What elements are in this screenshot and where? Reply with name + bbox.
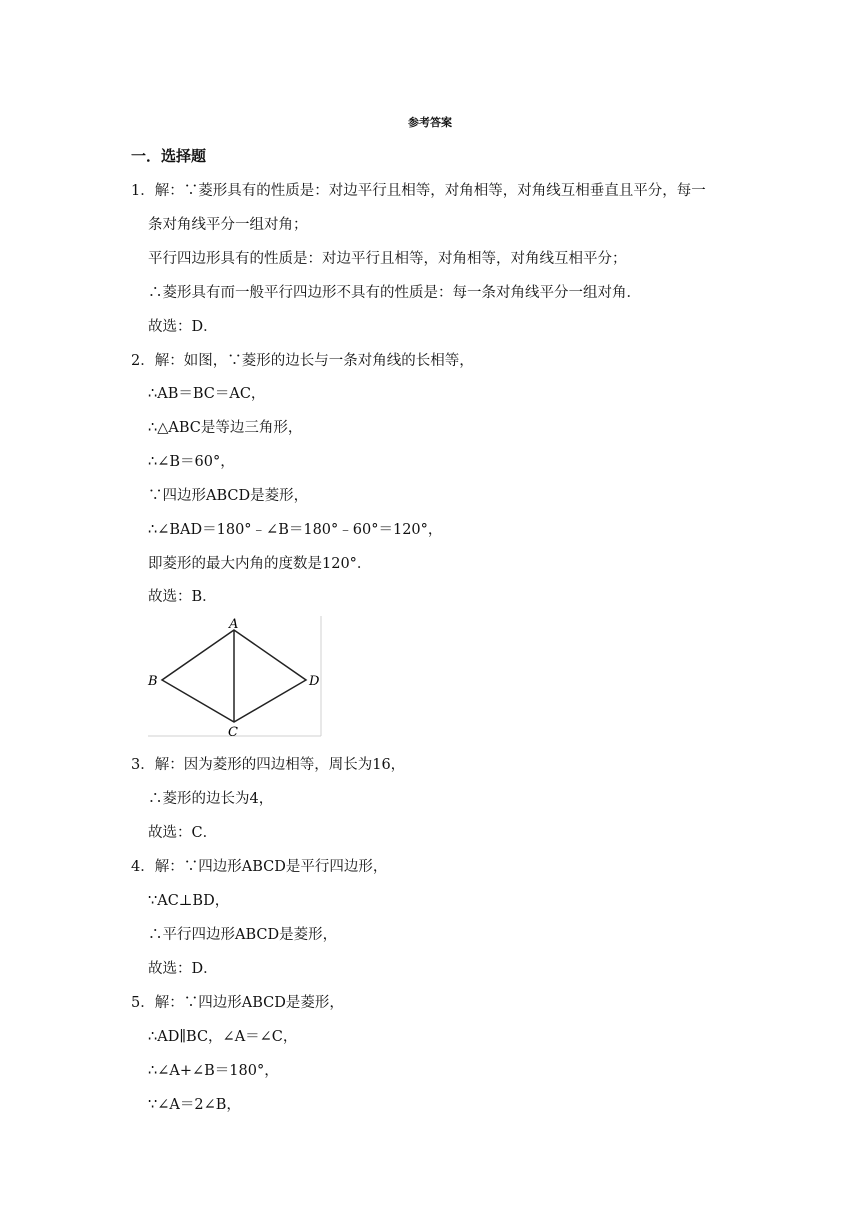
- answer-2-line-6: ∴∠BAD＝180°﹣∠B＝180°﹣60°＝120°，: [148, 522, 443, 538]
- answer-2-line-8: 故选：B．: [148, 589, 217, 605]
- answer-2-line-7: 即菱形的最大内角的度数是120°．: [148, 556, 372, 572]
- answer-1-line-3: 平行四边形具有的性质是：对边平行且相等，对角相等，对角线互相平分；: [148, 251, 627, 267]
- label-a: A: [229, 617, 239, 632]
- answer-2-line-3: ∴△ABC是等边三角形，: [148, 420, 303, 436]
- answer-4-line-1: 4．解：∵四边形ABCD是平行四边形，: [131, 859, 388, 875]
- answer-1-line-1: 1．解：∵菱形具有的性质是：对边平行且相等，对角相等，对角线互相垂直且平分，每一: [131, 183, 706, 199]
- answer-1-line-5: 故选：D．: [148, 319, 218, 335]
- label-b: B: [148, 674, 158, 689]
- answer-4-line-3: ∴平行四边形ABCD是菱形，: [148, 927, 338, 943]
- answer-2-line-4: ∴∠B＝60°，: [148, 454, 235, 470]
- answer-5-line-3: ∴∠A+∠B＝180°，: [148, 1063, 279, 1079]
- answer-1-line-2: 条对角线平分一组对角；: [148, 217, 308, 233]
- section-title: 一．选择题: [131, 147, 207, 165]
- answer-3-line-3: 故选：C．: [148, 825, 218, 841]
- answer-2-line-1: 2．解：如图，∵菱形的边长与一条对角线的长相等，: [131, 353, 474, 369]
- answer-4-line-2: ∵AC⊥BD，: [148, 893, 230, 909]
- label-d: D: [309, 674, 320, 689]
- label-c: C: [228, 725, 238, 738]
- answer-1-line-4: ∴菱形具有而一般平行四边形不具有的性质是：每一条对角线平分一组对角．: [148, 285, 641, 301]
- page-title: 参考答案: [408, 116, 452, 129]
- answer-5-line-1: 5．解：∵四边形ABCD是菱形，: [131, 995, 344, 1011]
- rhombus-figure: [146, 616, 322, 738]
- answer-5-line-2: ∴AD∥BC，∠A＝∠C，: [148, 1029, 298, 1045]
- answer-4-line-4: 故选：D．: [148, 961, 218, 977]
- answer-3-line-1: 3．解：因为菱形的四边相等，周长为16，: [131, 757, 406, 773]
- answer-3-line-2: ∴菱形的边长为4，: [148, 791, 274, 807]
- answer-2-line-5: ∵四边形ABCD是菱形，: [148, 488, 309, 504]
- answer-2-line-2: ∴AB＝BC＝AC，: [148, 386, 266, 402]
- answer-5-line-4: ∵∠A＝2∠B，: [148, 1097, 241, 1113]
